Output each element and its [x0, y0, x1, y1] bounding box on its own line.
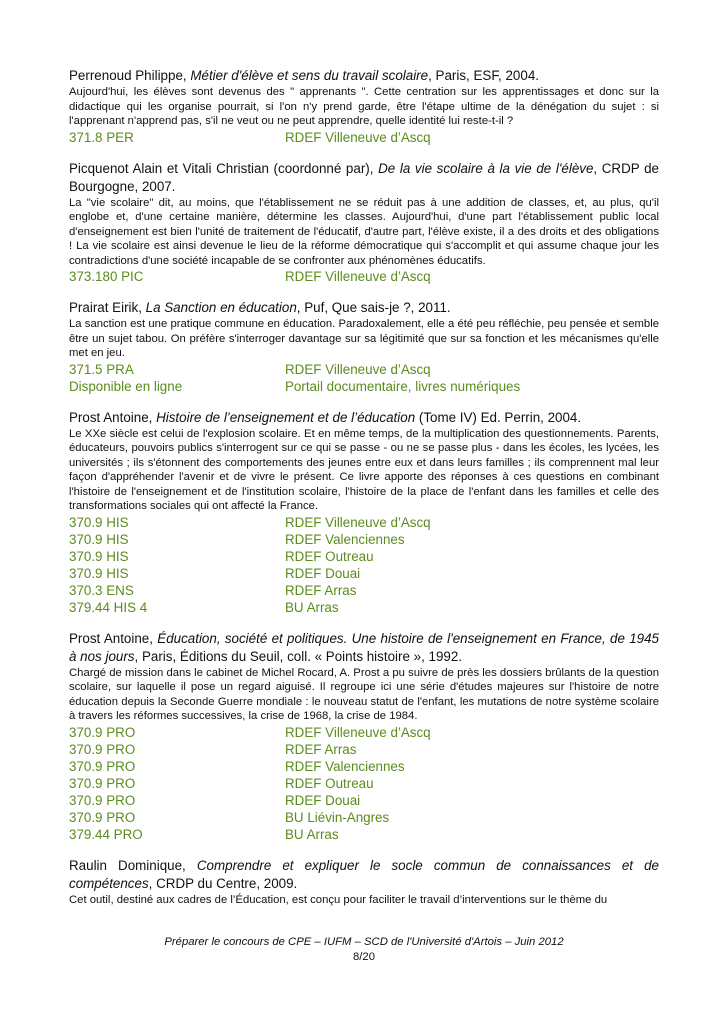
entry-author: Prairat Eirik, [69, 300, 146, 315]
entry-reference [69, 160, 659, 196]
entry-title: Métier d'élève et sens du travail scolaire [190, 68, 429, 83]
entry-title: De la vie scolaire à la vie de l'élève [378, 160, 594, 176]
call-number: 370.9 PRO [69, 809, 136, 825]
holding-row [69, 724, 659, 741]
bibliography-entry [69, 857, 659, 908]
library-location: RDEF Outreau [285, 775, 374, 791]
page-footer [0, 935, 728, 965]
library-location: RDEF Outreau [285, 548, 374, 564]
holding-row [69, 565, 659, 582]
holding-row [69, 531, 659, 548]
holding-row [69, 792, 659, 809]
holding-row [69, 514, 659, 531]
entry-publication: (Tome IV) Ed. Perrin, 2004. [415, 409, 582, 425]
entry-reference [69, 630, 659, 666]
bibliography-list [69, 67, 659, 921]
entry-description: Cet outil, destiné aux cadres de l’Éducation, est conçu pour faciliter le travail d’interventions sur le thème du [69, 893, 608, 906]
entry-description: Le XXe siècle est celui de l'explosion scolaire. Et en même temps, de la multiplication des questionnements. Parents, éducateurs, pouvoirs publics s'interrogent sur ce qui se passe - ou ne se passe plus - dans les écoles, les lycées, les universités ; ils s'étonnent des comportements des jeunes entre eux et dans leurs familles ; ils comprennent mal leur façon d'appréhender l'avenir et de vivre le présent. Ce livre apporte des réponses à ces questions en combinant l'histoire de l'enseignement et de l'institution scolaire, l'histoire de la place de l'enfant dans les familles et celle des transformations sociales qui ont affecté la France. [69, 427, 659, 512]
entry-author: Raulin Dominique, [69, 857, 197, 873]
bibliography-entry [69, 409, 659, 616]
holding-row [69, 809, 659, 826]
holding-row [69, 129, 659, 146]
call-number: 370.9 HIS [69, 514, 129, 530]
library-location: RDEF Villeneuve d’Ascq [285, 269, 431, 284]
call-number: 373.180 PIC [69, 269, 144, 284]
entry-author: Prost Antoine, [69, 630, 158, 646]
library-location: RDEF Douai [285, 792, 361, 808]
library-location: RDEF Villeneuve d’Ascq [285, 514, 431, 530]
call-number: 370.3 ENS [69, 582, 134, 598]
entry-author: Prost Antoine, [69, 409, 157, 425]
entry-reference [69, 67, 659, 85]
entry-publication: , CRDP du Centre, 2009. [148, 875, 298, 891]
page-number: 8/20 [353, 951, 375, 963]
call-number: 370.9 HIS [69, 531, 129, 547]
entry-title: Éducation, société et politiques. Une histoire de l'enseignement en France, de 1945 à nos jours [69, 630, 660, 664]
entry-author: Perrenoud Philippe, [69, 68, 191, 83]
entry-publication: , CRDP de Bourgogne, 2007. [69, 160, 659, 194]
holding-row [69, 548, 659, 565]
holding-row [69, 758, 659, 775]
entry-author: Picquenot Alain et Vitali Christian (coordonné par), [69, 160, 379, 176]
call-number: 370.9 PRO [69, 775, 136, 791]
holding-row [69, 268, 659, 285]
entry-title: La Sanction en éducation [145, 300, 297, 315]
entry-description: La sanction est une pratique commune en éducation. Paradoxalement, elle a été peu réfléchie, peu pensée et semble être un sujet tabou. On préfère s'interroger davantage sur sa légitimité que sur sa fonction et les mécanismes qu'elle met en jeu. [69, 318, 659, 359]
bibliography-entry [69, 67, 659, 146]
bibliography-entry [69, 299, 659, 395]
library-location: RDEF Arras [285, 582, 357, 598]
library-location: BU Arras [285, 826, 339, 842]
library-location: RDEF Villeneuve d’Ascq [285, 724, 431, 740]
library-location: RDEF Douai [285, 565, 361, 581]
holding-row [69, 826, 659, 843]
bibliography-entry [69, 630, 659, 843]
holding-row [69, 378, 659, 395]
library-location: RDEF Valenciennes [285, 758, 405, 774]
call-number: 370.9 PRO [69, 741, 136, 757]
entry-reference [69, 857, 659, 893]
call-number: 370.9 PRO [69, 724, 136, 740]
entry-title: Histoire de l’enseignement et de l’éducation [156, 409, 416, 425]
footer-title: Préparer le concours de CPE – IUFM – SCD de l'Université d'Artois – Juin 2012 [164, 936, 564, 948]
library-location: BU Arras [285, 599, 339, 615]
call-number: 370.9 HIS [69, 565, 129, 581]
library-location: BU Liévin-Angres [285, 809, 390, 825]
entry-publication: , Paris, Éditions du Seuil, coll. « Points histoire », 1992. [134, 648, 463, 664]
call-number: 370.9 PRO [69, 792, 136, 808]
entry-publication: , Puf, Que sais-je ?, 2011. [296, 300, 451, 315]
call-number: 371.5 PRA [69, 361, 134, 377]
call-number: 379.44 PRO [69, 826, 143, 842]
bibliography-entry [69, 160, 659, 286]
entry-description: Chargé de mission dans le cabinet de Michel Rocard, A. Prost a pu suivre de près les dossiers brûlants de la question scolaire, sur laquelle il pose un regard aiguisé. Il regroupe ici une série d'études majeures sur l'histoire de notre éducation depuis la Seconde Guerre mondiale : le nouveau statut de l'enfant, les mutations de notre système scolaire à travers les réformes successives, la crise de 1968, la crise de 1984. [69, 666, 659, 722]
holding-row [69, 361, 659, 378]
library-location: RDEF Arras [285, 741, 357, 757]
holding-row [69, 599, 659, 616]
call-number: Disponible en ligne [69, 378, 183, 394]
entry-title: Comprendre et expliquer le socle commun de connaissances et de compétences [69, 857, 659, 891]
entry-description: Aujourd'hui, les élèves sont devenus des " apprenants ". Cette centration sur les apprentissages et donc sur la didactique qui les organise pourrait, si l'on n'y prend garde, être l'étape ultime de la dénégation du sujet : si l'apprenant n'apprend pas, s'il ne veut ou ne peut apprendre, quelle identité lui reste-t-il ? [69, 86, 659, 127]
holding-row [69, 775, 659, 792]
entry-reference [69, 299, 659, 317]
holding-row [69, 582, 659, 599]
call-number: 371.8 PER [69, 129, 134, 145]
entry-description: La "vie scolaire" dit, au moins, que l'établissement ne se réduit pas à une addition de classes, et, au plus, qu'il englobe et, d'une certaine manière, détermine les classes. Aujourd'hui, d'une part l'établissement public local d'enseignement est bien l'unité de traitement de l'éducatif, d'autre part, l'élève existe, il a des droits et des obligations ! La vie scolaire est ainsi devenue le lieu de la réforme démocratique qui s'accomplit et qui assume chaque jour les contradictions d'une société incapable de se confronter aux phénomènes éducatifs. [69, 196, 659, 267]
holding-row [69, 741, 659, 758]
library-location: RDEF Valenciennes [285, 531, 405, 547]
call-number: 370.9 HIS [69, 548, 129, 564]
library-location: RDEF Villeneuve d’Ascq [285, 129, 431, 145]
call-number: 370.9 PRO [69, 758, 136, 774]
library-location: RDEF Villeneuve d’Ascq [285, 361, 431, 377]
entry-reference [69, 409, 659, 427]
entry-publication: , Paris, ESF, 2004. [428, 68, 539, 83]
call-number: 379.44 HIS 4 [69, 599, 148, 615]
library-location: Portail documentaire, livres numériques [285, 378, 521, 394]
